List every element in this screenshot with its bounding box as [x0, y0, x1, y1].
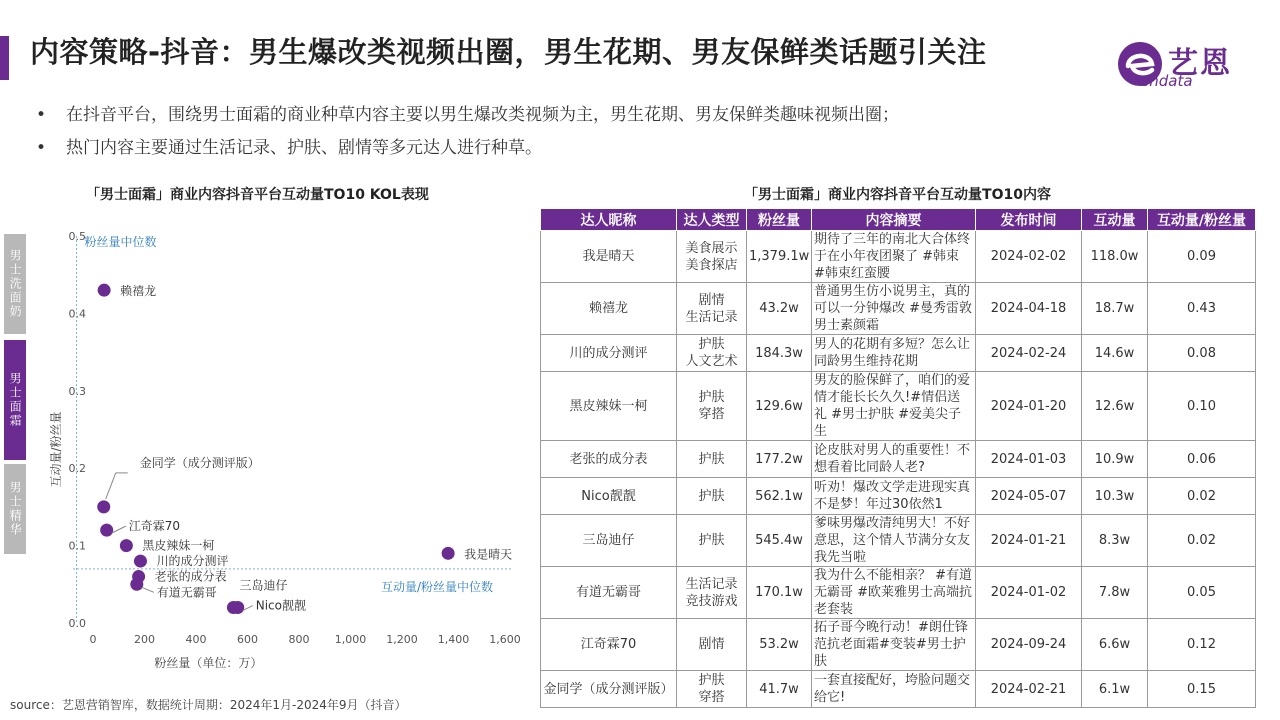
table-row — [541, 441, 1256, 478]
cell-summary: 听劝！爆改文学走进现实真不是梦！年过30依然1 — [812, 478, 976, 515]
table-row — [541, 231, 1256, 283]
cell-summary: 论皮肤对男人的重要性！不想看着比同龄人老? — [812, 441, 976, 478]
y-axis-label: 互动量/粉丝量 — [49, 411, 63, 488]
table-row — [541, 567, 1256, 619]
logo-chinese-text: 艺恩 — [1168, 46, 1232, 81]
cell-summary: 爹味男爆改清纯男大！不好意思，这个情人节满分女友我先当啦 — [812, 515, 976, 567]
cell-followers: 184.3w — [747, 335, 812, 372]
y-tick-label: 0.5 — [68, 230, 86, 243]
point-label: 赖禧龙 — [120, 284, 157, 299]
cell-publish-date: 2024-01-21 — [976, 515, 1082, 567]
point-label: 老张的成分表 — [154, 569, 227, 584]
source-note: source：艺恩营销智库，数据统计周期：2024年1月-2024年9月（抖音） — [10, 698, 407, 712]
cell-kol-type: 护肤 穿搭 — [677, 372, 747, 441]
cell-kol-type: 护肤 — [677, 515, 747, 567]
top10-content-table — [540, 208, 1256, 708]
cell-kol-name: 赖禧龙 — [541, 283, 677, 335]
cell-ratio: 0.10 — [1148, 372, 1256, 441]
cell-interactions: 6.6w — [1082, 619, 1148, 671]
bullet-text: 在抖音平台，围绕男士面霜的商业种草内容主要以男生爆改类视频为主，男生花期、男友保鲜类趣味视频出圈； — [66, 105, 899, 125]
point-label: 川的成分测评 — [156, 554, 229, 569]
cell-publish-date: 2024-05-07 — [976, 478, 1082, 515]
header-kol-type: 达人类型 — [677, 209, 747, 231]
logo-english-text: endata — [1140, 72, 1193, 90]
cell-kol-name: 江奇霖70 — [541, 619, 677, 671]
leader-line — [243, 606, 253, 611]
x-tick-label: 1,200 — [386, 633, 418, 646]
cell-publish-date: 2024-04-18 — [976, 283, 1082, 335]
table-row — [541, 478, 1256, 515]
cell-kol-name: 我是晴天 — [541, 231, 677, 283]
cell-followers: 1,379.1w — [747, 231, 812, 283]
cell-ratio: 0.08 — [1148, 335, 1256, 372]
scatter-point — [442, 547, 455, 560]
table-header-row — [541, 209, 1256, 231]
tab-facial-cleanser[interactable]: 男士洗面奶 — [4, 234, 26, 334]
cell-followers: 170.1w — [747, 567, 812, 619]
leader-line — [106, 473, 116, 499]
bullet-marker: • — [36, 138, 47, 158]
header-summary: 内容摘要 — [812, 209, 976, 231]
scatter-point — [98, 284, 111, 297]
y-tick-label: 0.2 — [68, 462, 86, 476]
table-title: 「男士面霜」商业内容抖音平台互动量TO10内容 — [744, 187, 1051, 203]
cell-ratio: 0.12 — [1148, 619, 1256, 671]
cell-kol-name: 老张的成分表 — [541, 441, 677, 478]
scatter-point — [120, 539, 133, 552]
cell-followers: 41.7w — [747, 671, 812, 708]
x-tick-label: 1,400 — [437, 633, 470, 646]
cell-kol-type: 护肤 人文艺术 — [677, 335, 747, 372]
table-row — [541, 619, 1256, 671]
bullet-item — [36, 100, 899, 133]
point-label: 有道无霸哥 — [156, 585, 217, 600]
header-kol-name: 达人昵称 — [541, 209, 677, 231]
bullet-item — [36, 133, 899, 166]
cell-summary: 普通男生仿小说男主，真的可以一分钟爆改 #曼秀雷敦 男士素颜霜 — [812, 283, 976, 335]
cell-kol-type: 护肤 — [677, 478, 747, 515]
cell-summary: 一套直接配好，垮脸问题交给它! — [812, 671, 976, 708]
cell-publish-date: 2024-02-24 — [976, 335, 1082, 372]
point-label: 三岛迪仔 — [239, 578, 288, 593]
cell-summary: 男人的花期有多短？怎么让同龄男生维持花期 — [812, 335, 976, 372]
cell-kol-name: 金同学（成分测评版） — [541, 671, 677, 708]
table-row — [541, 671, 1256, 708]
cell-kol-type: 美食展示 美食探店 — [677, 231, 747, 283]
scatter-point — [97, 500, 110, 513]
tab-essence[interactable]: 男士精华 — [4, 464, 26, 554]
cell-summary: 期待了三年的南北大合体终于在小年夜团聚了 #韩束 #韩束红蛮腰 — [812, 231, 976, 283]
cell-publish-date: 2024-01-02 — [976, 567, 1082, 619]
table-row — [541, 515, 1256, 567]
point-label: 金同学（成分测评版） — [139, 455, 260, 470]
header-interactions: 互动量 — [1082, 209, 1148, 231]
cell-interactions: 18.7w — [1082, 283, 1148, 335]
cell-interactions: 7.8w — [1082, 567, 1148, 619]
x-median-label: 粉丝量中位数 — [84, 235, 157, 249]
scatter-point — [100, 524, 113, 537]
kol-scatter-chart — [30, 218, 530, 678]
point-label: 江奇霖70 — [128, 519, 180, 534]
cell-followers: 177.2w — [747, 441, 812, 478]
title-accent-bar — [0, 36, 9, 80]
chart-title: 「男士面霜」商业内容抖音平台互动量TO10 KOL表现 — [86, 187, 429, 203]
cell-kol-type: 护肤 穿搭 — [677, 671, 747, 708]
cell-publish-date: 2024-02-21 — [976, 671, 1082, 708]
x-tick-label: 600 — [237, 633, 258, 646]
cell-summary: 拓子哥今晚行动！#朗仕锋范抗老面霜#变装#男士护肤 — [812, 619, 976, 671]
cell-kol-name: Nico靓靓 — [541, 478, 677, 515]
cell-ratio: 0.02 — [1148, 478, 1256, 515]
x-axis-label: 粉丝量（单位：万） — [154, 656, 263, 670]
table-row — [541, 335, 1256, 372]
cell-ratio: 0.02 — [1148, 515, 1256, 567]
cell-kol-type: 剧情 — [677, 619, 747, 671]
point-label: 我是晴天 — [464, 547, 513, 562]
cell-summary: 男友的脸保鲜了，咱们的爱情才能长长久久!#情侣送礼 #男士护肤 #爱美尖子生 — [812, 372, 976, 441]
x-tick-label: 400 — [185, 633, 207, 646]
cell-publish-date: 2024-01-20 — [976, 372, 1082, 441]
cell-ratio: 0.05 — [1148, 567, 1256, 619]
cell-kol-type: 护肤 — [677, 441, 747, 478]
header-followers: 粉丝量 — [747, 209, 812, 231]
cell-followers: 129.6w — [747, 372, 812, 441]
x-tick-label: 0 — [89, 633, 97, 646]
cell-interactions: 10.9w — [1082, 441, 1148, 478]
leader-line — [112, 526, 126, 533]
cell-publish-date: 2024-02-02 — [976, 231, 1082, 283]
cell-followers: 43.2w — [747, 283, 812, 335]
cell-ratio: 0.06 — [1148, 441, 1256, 478]
x-tick-label: 200 — [134, 633, 155, 646]
y-tick-label: 0.1 — [68, 539, 86, 553]
cell-interactions: 10.3w — [1082, 478, 1148, 515]
table-row — [541, 283, 1256, 335]
cell-publish-date: 2024-09-24 — [976, 619, 1082, 671]
cell-kol-name: 三岛迪仔 — [541, 515, 677, 567]
bullet-text: 热门内容主要通过生活记录、护肤、剧情等多元达人进行种草。 — [66, 138, 542, 158]
y-tick-label: 0.4 — [68, 307, 86, 321]
cell-kol-type: 生活记录 竞技游戏 — [677, 567, 747, 619]
leader-line — [142, 587, 154, 592]
cell-interactions: 12.6w — [1082, 372, 1148, 441]
x-tick-label: 800 — [288, 633, 310, 646]
cell-kol-name: 黑皮辣妹一柯 — [541, 372, 677, 441]
page-title: 内容策略-抖音：男生爆改类视频出圈，男生花期、男友保鲜类话题引关注 — [30, 35, 987, 69]
scatter-point — [130, 578, 143, 591]
y-tick-label: 0.0 — [68, 617, 86, 630]
point-label: 黑皮辣妹一柯 — [142, 538, 215, 553]
cell-kol-name: 川的成分测评 — [541, 335, 677, 372]
header-publish-date: 发布时间 — [976, 209, 1082, 231]
bullet-marker: • — [36, 105, 47, 125]
cell-ratio: 0.43 — [1148, 283, 1256, 335]
cell-summary: 我为什么不能相亲？ #有道无霸哥 #欧莱雅男士高端抗老套装 — [812, 567, 976, 619]
tab-face-cream[interactable]: 男士面霜 — [4, 340, 26, 460]
cell-ratio: 0.15 — [1148, 671, 1256, 708]
cell-followers: 545.4w — [747, 515, 812, 567]
cell-interactions: 6.1w — [1082, 671, 1148, 708]
cell-followers: 53.2w — [747, 619, 812, 671]
cell-kol-type: 剧情 生活记录 — [677, 283, 747, 335]
x-tick-label: 1,600 — [489, 633, 521, 646]
cell-interactions: 8.3w — [1082, 515, 1148, 567]
scatter-point — [227, 601, 240, 614]
cell-kol-name: 有道无霸哥 — [541, 567, 677, 619]
point-label: Nico靓靓 — [255, 598, 307, 613]
table-row — [541, 372, 1256, 441]
category-tabs — [4, 234, 26, 554]
cell-publish-date: 2024-01-03 — [976, 441, 1082, 478]
cell-interactions: 14.6w — [1082, 335, 1148, 372]
cell-ratio: 0.09 — [1148, 231, 1256, 283]
cell-followers: 562.1w — [747, 478, 812, 515]
header-ratio: 互动量/粉丝量 — [1148, 209, 1256, 231]
y-tick-label: 0.3 — [68, 384, 86, 398]
x-tick-label: 1,000 — [334, 633, 367, 646]
endata-logo — [1112, 38, 1252, 92]
cell-interactions: 118.0w — [1082, 231, 1148, 283]
summary-bullets — [36, 100, 899, 166]
y-median-label: 互动量/粉丝量中位数 — [380, 579, 493, 594]
scatter-point — [134, 555, 147, 568]
